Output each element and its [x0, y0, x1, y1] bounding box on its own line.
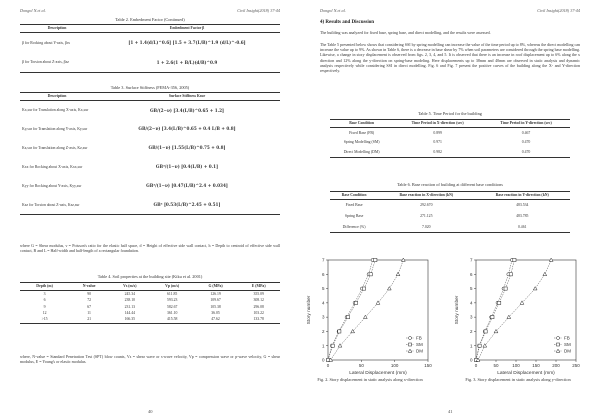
left-running-header-journal: Civil Insight(2018) 37-44 [237, 8, 280, 13]
table4-cell: >15 [20, 316, 69, 323]
legend-label: FB [416, 335, 422, 341]
table6-cell: Fixed Base [345, 203, 363, 208]
table6-cell: 271.125 [420, 213, 433, 218]
legend-label: DM [564, 348, 571, 354]
table4-cell: 109.67 [210, 298, 221, 303]
table4-cell: 36.05 [211, 311, 220, 316]
table4-cell: 308.12 [253, 298, 264, 303]
legend-marker [557, 337, 560, 340]
figure-3-chart [448, 252, 588, 412]
table3-formula: GB³/(1−ν) [0.4(L/B) + 0.1] [155, 164, 219, 170]
notation-note: where G = Shear modulus, ν = Poisson's ratio for the elastic half space, d = Height of effective side wall contact, h = Depth to centroid of effective side wall contact, B and L = Half-width and half-length of a rectangular foundation. [20, 243, 280, 254]
table4-cell: 6 [43, 298, 46, 303]
table4-cell: 144.44 [124, 311, 136, 316]
table4-cell: 47.62 [194, 316, 238, 323]
table2-desc: β for Torsion about Z-axis, βzz [20, 52, 94, 72]
data-point [520, 301, 524, 304]
x-tick-label: 50 [493, 363, 499, 368]
table5-cell: 0.982 [393, 147, 482, 157]
table5-cell: 0.467 [521, 130, 531, 135]
table4-cell: 593.23 [166, 298, 178, 303]
table6-row [330, 221, 570, 232]
table4-cell: 133.78 [237, 316, 280, 323]
table3-desc: Kyy for Rocking about Y-axis, Kyy,sur [22, 183, 82, 188]
legend-marker [408, 349, 412, 352]
table4-cell: 355.09 [253, 291, 264, 296]
y-tick-label: 7 [321, 257, 325, 263]
table4-caption: Table 4. Soil properties at the building site (Kiku et al. 2001) [97, 274, 203, 279]
table3-desc: Ky,sur for Translation along Y-axis, Ky,sur [22, 126, 88, 131]
figure-caption-container [448, 377, 588, 397]
table4 [20, 282, 280, 324]
x-tick-label: 150 [532, 363, 540, 368]
table4-cell: 11 [87, 311, 91, 316]
legend-marker [556, 349, 560, 352]
y-tick-label: 3 [321, 314, 325, 320]
table5-cell: Spring Modelling (SM) [343, 140, 380, 145]
table2-desc: β for Rocking about Y-axis, βrx [22, 40, 71, 45]
table3-formula: GB³ [0.53(L/B)^2.45 + 0.51] [94, 195, 280, 214]
table5-header: Time Period in Y-direction (sec) [482, 120, 570, 128]
table5-cell: Direct Modelling (DM) [330, 147, 393, 157]
section-heading: 4) Results and Discussion [320, 20, 375, 25]
x-tick-label: 150 [424, 363, 432, 368]
plot-frame [476, 260, 576, 360]
data-point [369, 273, 372, 276]
table5-caption: Table 5. Time Period for the building [418, 111, 482, 116]
table4-cell: 415.58 [151, 316, 194, 323]
legend-label: DM [416, 348, 423, 354]
table4-cell: 611.85 [167, 291, 178, 296]
data-point [513, 258, 516, 261]
y-tick-label: 6 [469, 271, 473, 277]
table3-formula: GB/(2−ν) [3.4(L/B)^0.65 + 1.2] [149, 107, 225, 113]
table4-cell: 72 [87, 298, 91, 303]
x-axis-label: Lateral Displacement (mm) [349, 371, 407, 376]
table4-cell: 9 [43, 304, 46, 309]
table6-header: Base Condition [330, 192, 378, 200]
right-running-header-authors: Dongol N.et al. [320, 8, 346, 13]
y-tick-label: 4 [321, 300, 325, 306]
right-page-number: 41 [448, 409, 453, 414]
x-tick-label: 50 [358, 363, 364, 368]
table4-header: N-value [69, 283, 109, 291]
table5-row [330, 147, 570, 157]
x-tick-label: 0 [326, 363, 330, 368]
results-paragraph-1: The building was analyzed for fixed base, spring base, and direct modelling, and the results were assessed. [320, 30, 491, 35]
y-tick-label: 0 [321, 357, 325, 363]
table4-header: Vp (m/s) [151, 283, 194, 291]
table3-formula: GB/(1−ν) [1.55(L/B)^0.75 + 0.8] [148, 145, 226, 151]
data-point [363, 315, 367, 318]
table2 [20, 24, 280, 73]
x-tick-label: 100 [512, 363, 520, 368]
data-point [346, 316, 349, 319]
table2-caption: Table 2. Embedment Factor (Continued) [115, 17, 185, 22]
table6-cell: Spring Base [344, 213, 364, 218]
table5-cell: 0.971 [433, 140, 442, 145]
table4-cell: 231.13 [124, 304, 136, 309]
table5-cell: 0.470 [482, 147, 570, 157]
left-running-header-authors: Dongol N.et al. [20, 8, 46, 13]
data-point [331, 344, 334, 347]
table5-cell: 0.470 [521, 140, 531, 145]
soil-notation-note: where, N-value = Standard Penetration Test (SPT) blow counts, Vs = shear wave or s-wave velocity, Vp = compression wave or p-wave velocity, G = shear modulus, E = Young's or elastic modulus. [20, 354, 280, 365]
table4-header: Depth (m) [20, 283, 69, 291]
series-line [328, 260, 373, 360]
table3-desc: Kxx for Rocking about X-axis, Kxx,sur [22, 164, 83, 169]
table6-header: Base reaction in Y-direction (kN) [474, 192, 570, 200]
table2-header-description: Description [20, 25, 94, 33]
table6-caption: Table 6. Base reaction of building at different base conditions [397, 182, 503, 187]
table4-cell: 103.22 [253, 311, 264, 316]
y-tick-label: 2 [321, 329, 325, 335]
table6-cell: 483.534 [516, 203, 529, 208]
y-tick-label: 1 [321, 343, 325, 349]
table3-desc: Kz,sur for Translation along Z-axis, Kz,sur [22, 145, 88, 150]
y-tick-label: 5 [321, 286, 325, 292]
data-point [491, 316, 494, 319]
y-axis-label: Story number [307, 295, 312, 325]
table5-cell: 0.899 [433, 130, 442, 135]
table6-row [330, 199, 570, 210]
y-axis-label: Story number [455, 295, 460, 325]
data-point [374, 258, 377, 261]
table6-cell: Difference (%) [330, 221, 378, 232]
right-running-header-journal: Civil Insight(2018) 37-44 [537, 8, 580, 13]
table4-row [20, 316, 280, 323]
table4-cell: 126.19 [210, 291, 221, 296]
x-tick-label: 200 [552, 363, 560, 368]
legend-label: SM [416, 342, 423, 348]
table5 [330, 119, 570, 158]
data-point [362, 287, 365, 290]
table3-caption: Table 3. Surface Stiffness (FEMA-356, 2005) [110, 85, 190, 90]
y-tick-label: 6 [321, 271, 325, 277]
table5-cell: Fixed Base (FB) [349, 130, 375, 135]
data-point [504, 287, 507, 290]
y-tick-label: 7 [469, 257, 473, 263]
table4-cell: 12 [42, 311, 47, 316]
y-tick-label: 1 [469, 343, 473, 349]
data-point [396, 272, 400, 275]
table5-header: Time Period in X-direction (sec) [393, 120, 482, 128]
y-tick-label: 0 [469, 357, 473, 363]
table4-cell: 67 [87, 304, 91, 309]
table4-cell: 296.08 [253, 304, 264, 309]
table3-header-stiffness: Surface Stiffness Ksur [94, 93, 280, 101]
table3-header-description: Description [20, 93, 94, 101]
table4-cell: 245.34 [124, 291, 136, 296]
table6-cell: 7.020 [378, 221, 474, 232]
table4-cell: 361.10 [166, 311, 178, 316]
results-paragraph-2: The Table 5 presented below shows that considering SSI by spring modelling can increase the value of the time period up to 8%, whereas the direct modelling can increase the value up to 9%. As shown in Table 6, there is a decrease in base shear by 7% when soil parameters are considered through the spring base modelling. Likewise, a change in story displacement is observed from figs. 2, 3, 4, and 5. It is observed that there is an increase in roof displacement up to 6% along the x direction and 12% along the y-direction on spring-base modeling. Here displacements up to 38mm and 40mm are observed in static analysis and dynamic analysis respectively while considering SSI in direct modelling. Fig. 6 and Fig. 7 present the positive curves of the building along the X- and Y-direction respectively. [320, 42, 580, 74]
table4-cell: 166.35 [109, 316, 151, 323]
y-tick-label: 2 [469, 329, 473, 335]
table4-cell: 238.10 [124, 298, 136, 303]
plot-frame [328, 260, 428, 360]
legend-marker [557, 343, 560, 346]
table6-cell: 483.785 [516, 213, 529, 218]
y-tick-label: 3 [469, 314, 473, 320]
x-tick-label: 0 [474, 363, 478, 368]
figure-caption-container [300, 377, 440, 397]
data-point [484, 330, 487, 333]
table5-row [330, 127, 570, 137]
y-tick-label: 5 [469, 286, 473, 292]
table4-cell: 3 [43, 291, 46, 296]
table6-header: Base reaction in X-direction (kN) [378, 192, 474, 200]
table2-formula: 1 + 2.6(1 + B/L)(d/B)^0.9 [94, 52, 280, 72]
legend-marker [409, 343, 412, 346]
table6-cell: 292.670 [420, 203, 433, 208]
table4-header: E (MPa) [237, 283, 280, 291]
table6-cell: 0.461 [474, 221, 570, 232]
figure-caption: Fig. 3. Story displacement in static analysis along y-direction [465, 377, 571, 382]
table2-header-factor: Embedment Factor β [94, 25, 280, 33]
table6-row [330, 210, 570, 221]
data-point [478, 344, 481, 347]
table4-cell: 105.38 [210, 304, 221, 309]
data-point [498, 301, 501, 304]
y-tick-label: 4 [469, 300, 473, 306]
left-page-number: 40 [148, 409, 153, 414]
x-tick-label: 100 [390, 363, 399, 368]
data-point [543, 272, 547, 275]
table5-row [330, 137, 570, 147]
figure-2-chart [300, 252, 440, 412]
table3-formula: GB/(2−ν) [3.4(L/B)^0.65 + 0.4 L/B + 0.8] [138, 126, 236, 132]
table4-header: Vs (m/s) [109, 283, 151, 291]
table3-formula: GB³/(1−ν) [0.47(L/B)^2.4 + 0.034] [146, 183, 228, 189]
table4-cell: 582.67 [166, 304, 178, 309]
data-point [533, 287, 537, 290]
table3-desc: Kx,sur for Translation along X-axis, Kx,sur [22, 108, 89, 113]
table3 [20, 92, 280, 215]
data-point [338, 330, 341, 333]
table2-formula: [1 + 1.4(d/L)^0.6] [1.5 + 3.7(L/B)^1.9 (d/L)^-0.6] [128, 40, 246, 46]
table4-cell: 90 [87, 291, 91, 296]
data-point [387, 287, 391, 290]
legend-label: FB [564, 335, 570, 341]
data-point [338, 344, 342, 347]
data-point [509, 273, 512, 276]
table4-header: G (MPa) [194, 283, 238, 291]
x-axis-label: Lateral Displacement (mm) [497, 371, 555, 376]
x-tick-label: 250 [572, 363, 580, 368]
series-line [478, 260, 551, 360]
data-point [354, 301, 357, 304]
table6 [330, 191, 570, 233]
legend-label: SM [564, 342, 571, 348]
legend-marker [409, 337, 412, 340]
table4-row [20, 290, 280, 297]
figure-caption: Fig. 2. Story displacement in static analysis along x-direction [317, 377, 423, 382]
table5-header: Base Condition [330, 120, 393, 128]
table4-cell: 21 [69, 316, 109, 323]
table3-desc: Kzz for Torsion about Z-axis, Kzz,sur [20, 195, 94, 214]
